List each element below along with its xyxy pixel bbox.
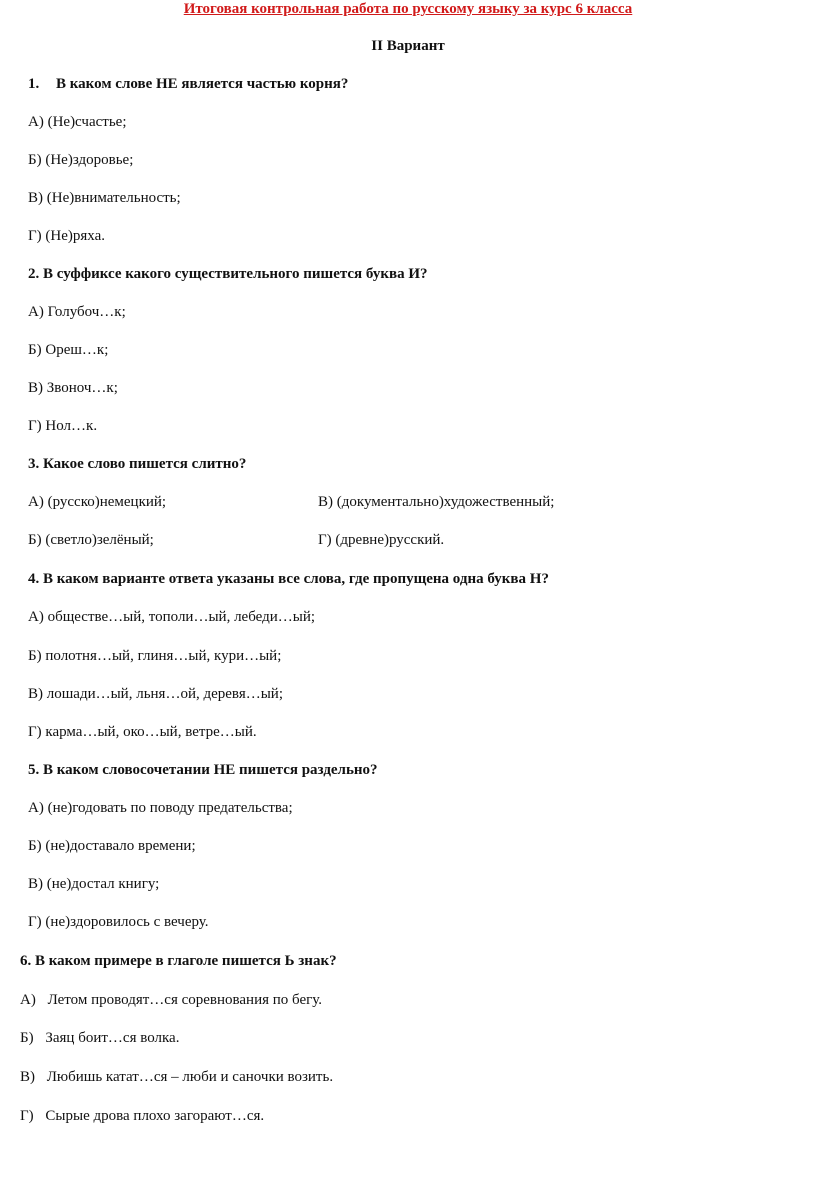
q2-option-d [28,418,97,435]
option-text: обществе…ый, тополи…ый, лебеди…ый; [47,609,316,625]
q1-option-d [28,228,105,245]
option-text: (русско)немецкий; [47,494,167,510]
q1-option-c [28,190,181,207]
option-text: (не)здоровилось с вечеру. [45,914,209,930]
option-text: (Не)ряха. [45,228,106,244]
option-letter: А) [28,609,44,625]
option-text: (Не)здоровье; [45,152,134,168]
option-text: Сырые дрова плохо загорают…ся. [45,1108,265,1124]
question-number: 3. [28,456,40,472]
option-text: Заяц боит…ся волка. [45,1030,180,1046]
option-letter: Б) [28,648,42,664]
option-letter: В) [28,876,43,892]
option-text: Звоноч…к; [46,380,118,396]
q4-option-c [28,686,283,703]
option-letter: В) [20,1069,35,1085]
q3-option-c [318,494,554,511]
question-text: В каком словосочетании НЕ пишется раздельно? [43,762,378,778]
question-text: В суффиксе какого существительного пишется буква И? [43,266,428,282]
question-1 [28,76,348,93]
q5-option-d [28,914,209,931]
question-text: В каком варианте ответа указаны все слова, где пропущена одна буква Н? [43,571,549,587]
option-text: Летом проводят…ся соревнования по бегу. [47,992,323,1008]
question-text: В каком слове НЕ является частью корня? [56,76,349,92]
option-letter: А) [20,992,36,1008]
option-text: (Не)счастье; [47,114,127,130]
question-number: 6. [20,953,32,969]
option-text: (не)доставало времени; [45,838,196,854]
option-letter: Г) [28,228,42,244]
q5-option-c [28,876,159,893]
q3-option-d [318,532,444,549]
option-letter: А) [28,494,44,510]
question-2 [28,266,428,283]
option-letter: В) [318,494,333,510]
q4-option-d [28,724,257,741]
option-letter: Б) [20,1030,34,1046]
q4-option-a [28,609,315,626]
option-text: (Не)внимательность; [46,190,181,206]
question-3 [28,456,246,473]
q2-option-c [28,380,118,397]
option-letter: Б) [28,342,42,358]
q5-option-b [28,838,196,855]
option-text: Нол…к. [45,418,98,434]
q5-option-a [28,800,293,817]
question-number: 4. [28,571,40,587]
q1-option-a [28,114,127,131]
option-text: Ореш…к; [45,342,109,358]
option-letter: Б) [28,838,42,854]
option-letter: Г) [28,914,42,930]
q6-option-b [20,1030,179,1047]
q2-option-b [28,342,108,359]
option-text: Голубоч…к; [47,304,126,320]
question-6 [20,953,337,970]
question-text: В каком примере в глаголе пишется Ь знак? [35,953,337,969]
question-4 [28,571,549,588]
option-letter: Г) [318,532,332,548]
option-text: (документально)художественный; [336,494,555,510]
option-letter: В) [28,380,43,396]
question-5 [28,762,378,779]
option-text: (древне)русский. [335,532,445,548]
option-text: (светло)зелёный; [45,532,154,548]
question-text: Какое слово пишется слитно? [43,456,247,472]
q2-option-a [28,304,126,321]
option-letter: А) [28,114,44,130]
q3-option-b [28,532,154,549]
page-title: Итоговая контрольная работа по русскому языку за курс 6 класса [183,1,633,17]
q6-option-d [20,1108,264,1125]
question-number: 1. [28,76,40,92]
option-letter: А) [28,304,44,320]
option-text: Любишь катат…ся – люби и саночки возить. [46,1069,334,1085]
option-text: (не)годовать по поводу предательства; [47,800,293,816]
option-letter: Г) [28,418,42,434]
option-text: (не)достал книгу; [46,876,160,892]
variant-heading: II Вариант [371,38,445,54]
question-number: 5. [28,762,40,778]
question-number: 2. [28,266,40,282]
q6-option-c [20,1069,333,1086]
option-text: полотня…ый, глиня…ый, кури…ый; [45,648,282,664]
option-letter: Г) [28,724,42,740]
option-letter: В) [28,190,43,206]
q3-option-a [28,494,166,511]
option-letter: Б) [28,152,42,168]
q4-option-b [28,648,281,665]
option-text: лошади…ый, льня…ой, деревя…ый; [46,686,283,702]
option-letter: Б) [28,532,42,548]
q6-option-a [20,992,322,1009]
q1-option-b [28,152,133,169]
option-letter: Г) [20,1108,34,1124]
option-letter: А) [28,800,44,816]
option-text: карма…ый, око…ый, ветре…ый. [45,724,257,740]
option-letter: В) [28,686,43,702]
